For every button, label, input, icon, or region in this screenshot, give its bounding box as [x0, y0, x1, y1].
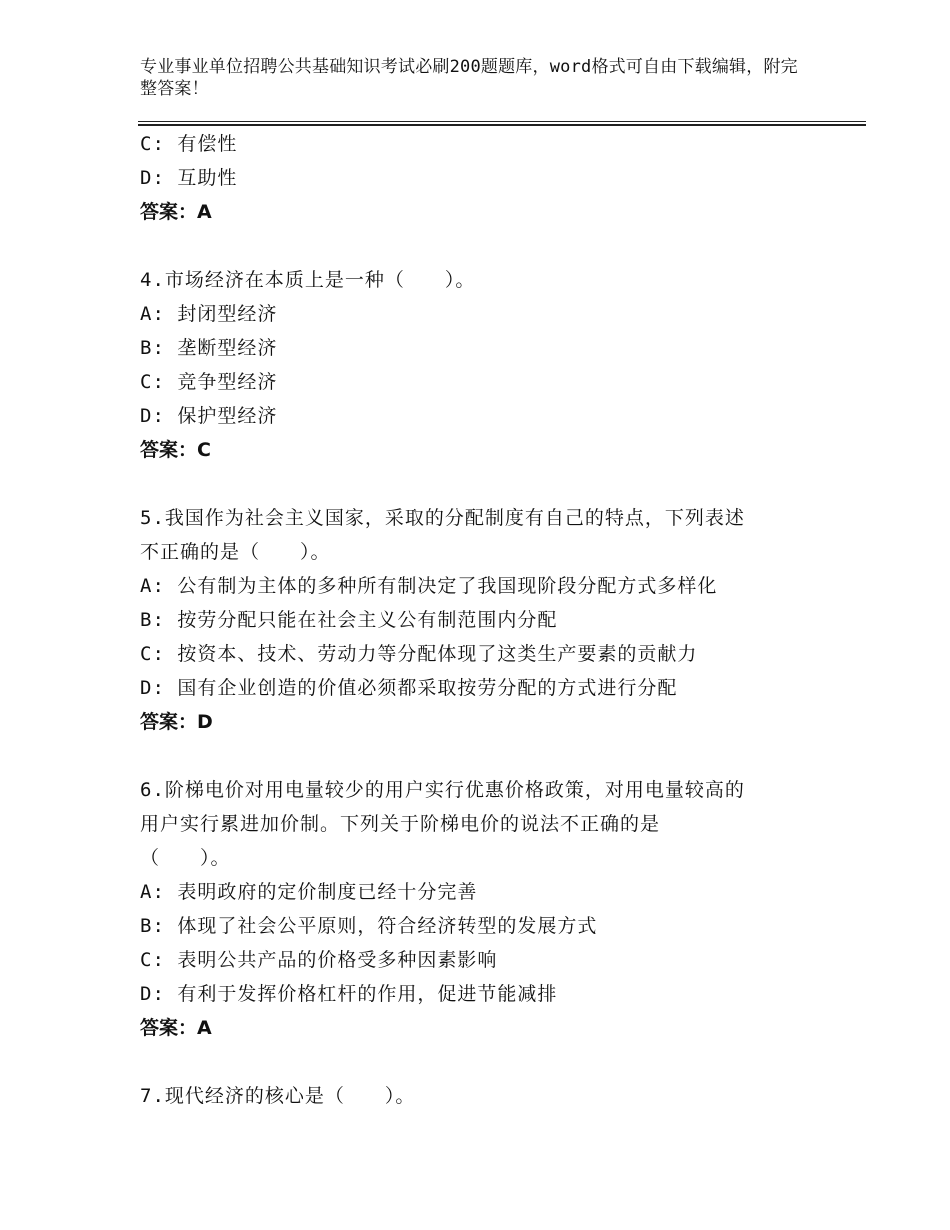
q6-option-a: A: 表明政府的定价制度已经十分完善 [140, 881, 478, 903]
q5-option-d: D: 国有企业创造的价值必须都采取按劳分配的方式进行分配 [140, 677, 678, 699]
q4-option-d: D: 保护型经济 [140, 405, 278, 427]
q5-option-c: C: 按资本、技术、劳动力等分配体现了这类生产要素的贡献力 [140, 643, 698, 665]
q4-option-a: A: 封闭型经济 [140, 303, 278, 325]
q6-stem-line-3: （ ）。 [140, 847, 231, 869]
q5-option-a: A: 公有制为主体的多种所有制决定了我国现阶段分配方式多样化 [140, 575, 718, 597]
q5-stem-line-1: 5.我国作为社会主义国家，采取的分配制度有自己的特点，下列表述 [140, 507, 745, 529]
q5-option-b: B: 按劳分配只能在社会主义公有制范围内分配 [140, 609, 558, 631]
spacer [140, 739, 830, 773]
q6-option-d: D: 有利于发挥价格杠杆的作用，促进节能减排 [140, 983, 558, 1005]
header-divider [138, 121, 866, 122]
q4-option-c: C: 竞争型经济 [140, 371, 278, 393]
q4-answer: 答案：C [140, 439, 211, 461]
q4-stem: 4.市场经济在本质上是一种（ ）。 [140, 269, 476, 291]
header-divider-thick [138, 124, 866, 126]
q3-answer: 答案：A [140, 201, 212, 223]
q5-stem-line-2: 不正确的是（ ）。 [140, 541, 331, 563]
q6-answer: 答案：A [140, 1017, 212, 1039]
spacer [140, 229, 830, 263]
q5-answer: 答案：D [140, 711, 213, 733]
q6-stem-line-1: 6.阶梯电价对用电量较少的用户实行优惠价格政策，对用电量较高的 [140, 779, 745, 801]
spacer [140, 1045, 830, 1079]
q6-stem-line-2: 用户实行累进加价制。下列关于阶梯电价的说法不正确的是 [140, 813, 661, 835]
q3-option-c: C: 有偿性 [140, 133, 238, 155]
page-header: 专业事业单位招聘公共基础知识考试必刷200题题库，word格式可自由下载编辑，附完整答案！ [140, 57, 798, 99]
q6-option-b: B: 体现了社会公平原则，符合经济转型的发展方式 [140, 915, 598, 937]
question-content [140, 127, 830, 1113]
q6-option-c: C: 表明公共产品的价格受多种因素影响 [140, 949, 498, 971]
q7-stem: 7.现代经济的核心是（ ）。 [140, 1085, 416, 1107]
q4-option-b: B: 垄断型经济 [140, 337, 278, 359]
spacer [140, 467, 830, 501]
q3-option-d: D: 互助性 [140, 167, 238, 189]
